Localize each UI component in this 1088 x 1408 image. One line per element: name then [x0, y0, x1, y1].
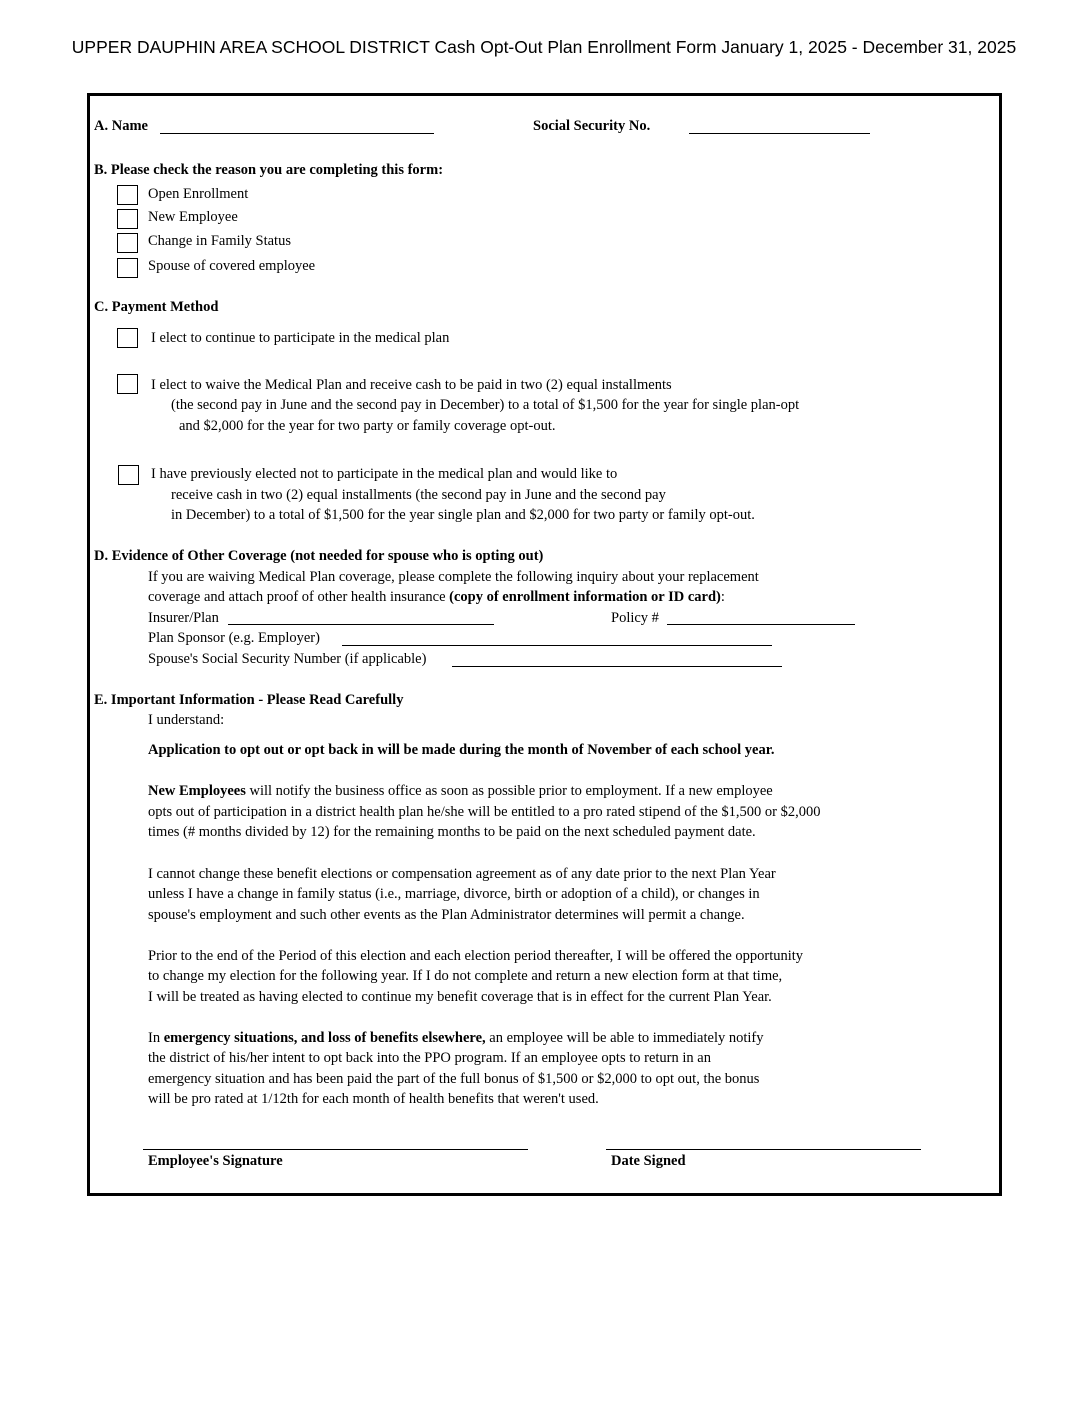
- ssn-label: Social Security No.: [533, 118, 651, 134]
- emergency-text: an employee will be able to immediately notify: [485, 1030, 764, 1046]
- new-employees-line3: times (# months divided by 12) for the remaining months to be paid on the next scheduled payment date.: [148, 824, 756, 840]
- option-waive-line1: I elect to waive the Medical Plan and receive cash to be paid in two (2) equal installments: [151, 377, 672, 393]
- policy-field[interactable]: [667, 624, 855, 625]
- emergency-line1: [148, 1031, 764, 1046]
- emergency-bold: emergency situations, and loss of benefits elsewhere,: [163, 1030, 486, 1046]
- section-b-heading: B. Please check the reason you are completing this form:: [94, 162, 444, 178]
- sponsor-field[interactable]: [342, 645, 772, 646]
- checkbox-waive-medical[interactable]: [117, 374, 138, 394]
- option-spouse-covered: Spouse of covered employee: [148, 258, 316, 274]
- checkbox-spouse-covered[interactable]: [117, 258, 138, 278]
- option-previous-line3: in December) to a total of $1,500 for the year single plan and $2,000 for two party or family opt-out.: [171, 507, 755, 523]
- form-title: UPPER DAUPHIN AREA SCHOOL DISTRICT Cash Opt-Out Plan Enrollment Form January 1, 2025 - December 31, 2025: [71, 37, 1017, 57]
- policy-label: Policy #: [611, 610, 659, 626]
- option-open-enrollment: Open Enrollment: [148, 186, 249, 202]
- option-change-family-status: Change in Family Status: [148, 233, 291, 249]
- enrollment-window-text: Application to opt out or opt back in will be made during the month of November of each school year.: [148, 742, 775, 758]
- checkbox-previously-elected[interactable]: [118, 465, 139, 485]
- change-rules-line3: spouse's employment and such other events as the Plan Administrator determines will permit a change.: [148, 907, 745, 923]
- ssn-field[interactable]: [689, 133, 870, 134]
- section-d-intro-line1: If you are waiving Medical Plan coverage, please complete the following inquiry about your replacement: [148, 569, 759, 585]
- understand-label: I understand:: [148, 712, 225, 728]
- insurer-label: Insurer/Plan: [148, 610, 219, 626]
- change-rules-line2: unless I have a change in family status (i.e., marriage, divorce, birth or adoption of a child), or changes in: [148, 886, 760, 902]
- emergency-line3: emergency situation and has been paid the part of the full bonus of $1,500 or $2,000 to opt out, the bonus: [148, 1071, 760, 1087]
- new-employees-bold: New Employees: [148, 783, 246, 799]
- intro-emphasis: (copy of enrollment information or ID card): [449, 589, 721, 605]
- checkbox-new-employee[interactable]: [117, 209, 138, 229]
- checkbox-change-family-status[interactable]: [117, 233, 138, 253]
- name-field[interactable]: [160, 133, 434, 134]
- election-period-line1: Prior to the end of the Period of this election and each election period thereafter, I will be offered the opportunity: [148, 948, 804, 964]
- intro-text: coverage and attach proof of other health insurance: [148, 589, 450, 605]
- election-period-line2: to change my election for the following year. If I do not complete and return a new election form at that time,: [148, 968, 783, 984]
- checkbox-continue-medical[interactable]: [117, 328, 138, 348]
- insurer-field[interactable]: [228, 624, 494, 625]
- sponsor-label: Plan Sponsor (e.g. Employer): [148, 630, 320, 646]
- option-previous-line2: receive cash in two (2) equal installments (the second pay in June and the second pay: [171, 487, 666, 503]
- election-period-line3: I will be treated as having elected to continue my benefit coverage that is in effect for the current Plan Year.: [148, 989, 772, 1005]
- section-e-heading: E. Important Information - Please Read Carefully: [94, 692, 404, 708]
- option-previous-line1: I have previously elected not to participate in the medical plan and would like to: [151, 466, 618, 482]
- option-waive-line3: and $2,000 for the year for two party or family coverage opt-out.: [179, 418, 556, 434]
- new-employees-line2: opts out of participation in a district health plan he/she will be entitled to a pro rated stipend of the $1,500 or $2,000: [148, 804, 821, 820]
- section-d-intro-line2: [148, 590, 725, 605]
- emergency-line4: will be pro rated at 1/12th for each month of health benefits that weren't used.: [148, 1091, 599, 1107]
- section-c-heading: C. Payment Method: [94, 299, 219, 315]
- change-rules-line1: I cannot change these benefit elections or compensation agreement as of any date prior to the next Plan Year: [148, 866, 776, 882]
- employee-signature-field[interactable]: [143, 1149, 528, 1150]
- emergency-line2: the district of his/her intent to opt back into the PPO program. If an employee opts to return in an: [148, 1050, 711, 1066]
- option-continue-medical: I elect to continue to participate in the medical plan: [151, 330, 450, 346]
- emergency-prefix: In: [148, 1030, 164, 1046]
- date-signed-field[interactable]: [606, 1149, 921, 1150]
- option-waive-line2: (the second pay in June and the second pay in December) to a total of $1,500 for the year for single plan-opt: [171, 397, 800, 413]
- spouse-ssn-field[interactable]: [452, 666, 782, 667]
- spouse-ssn-label: Spouse's Social Security Number (if applicable): [148, 651, 427, 667]
- new-employees-line1: [148, 784, 773, 799]
- checkbox-open-enrollment[interactable]: [117, 185, 138, 205]
- name-label: A. Name: [94, 118, 148, 134]
- section-d-heading: D. Evidence of Other Coverage (not needed for spouse who is opting out): [94, 548, 544, 564]
- option-new-employee: New Employee: [148, 209, 238, 225]
- new-employees-text: will notify the business office as soon as possible prior to employment. If a new employee: [245, 783, 773, 799]
- intro-colon: :: [720, 589, 725, 605]
- employee-signature-label: Employee's Signature: [148, 1153, 283, 1169]
- date-signed-label: Date Signed: [611, 1153, 686, 1169]
